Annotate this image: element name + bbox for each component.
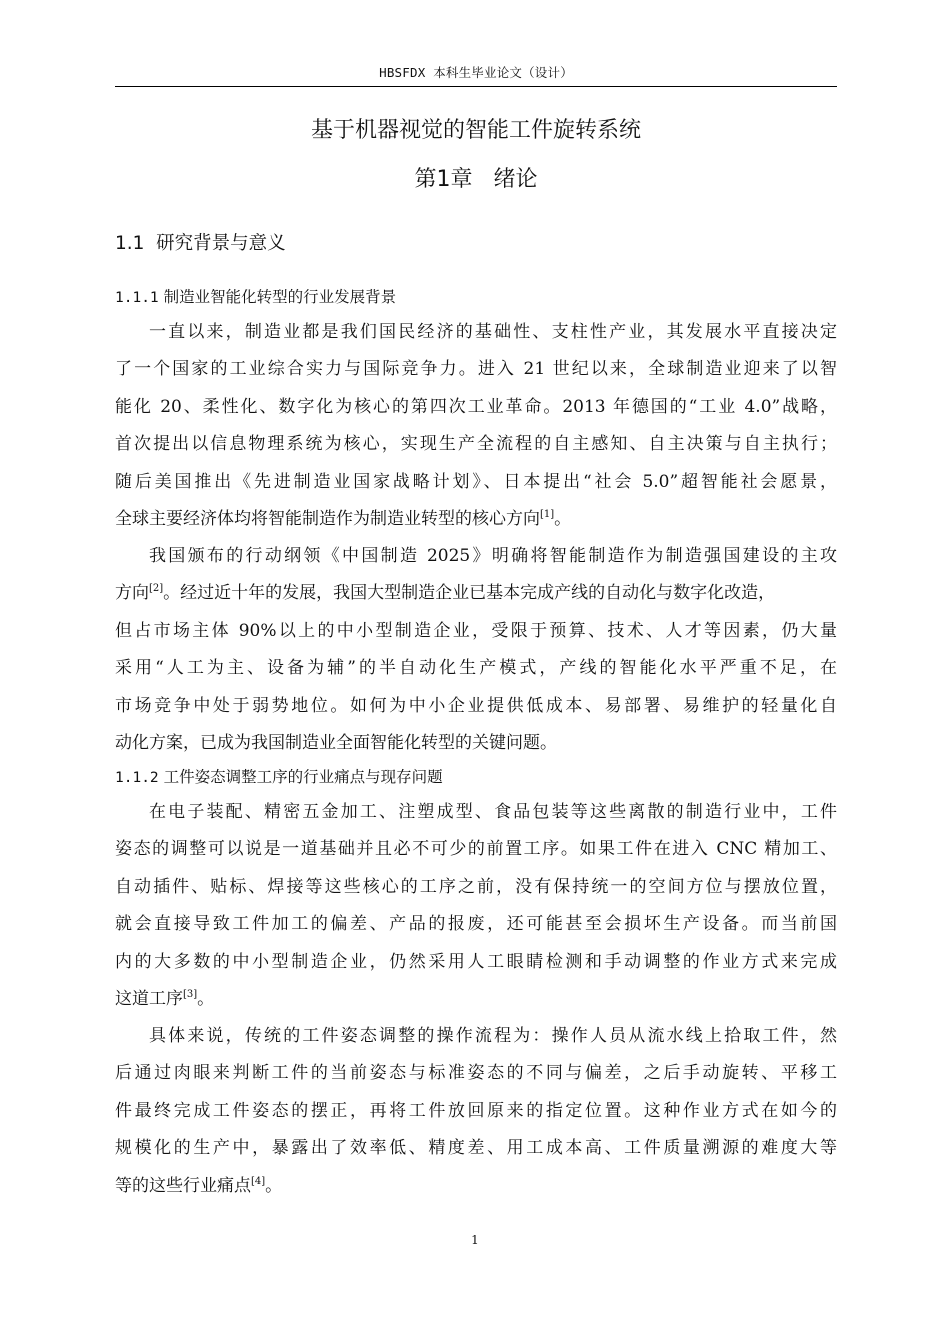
line-end: 。 xyxy=(554,508,572,529)
page-number: 1 xyxy=(471,1233,479,1247)
paragraph-line: 在电子装配、精密五金加工、注塑成型、食品包装等这些离散的制造行业中，工件 xyxy=(149,802,837,822)
paragraph-4 xyxy=(115,1018,837,1205)
citation: [4] xyxy=(251,1175,266,1187)
paragraph-2 xyxy=(115,538,837,762)
paragraph-line xyxy=(115,981,837,1018)
subsection-title: 工件姿态调整工序的行业痛点与现存问题 xyxy=(163,768,443,786)
subsection-title: 制造业智能化转型的行业发展背景 xyxy=(163,288,397,306)
line-text: 全球主要经济体均将智能制造作为制造业转型的核心方向 xyxy=(115,508,540,529)
line-text: 这道工序 xyxy=(115,988,183,1009)
paragraph-line: 自动插件、贴标、焊接等这些核心的工序之前，没有保持统一的空间方位与摆放位置， xyxy=(115,876,837,897)
paragraph-line: 后通过肉眼来判断工件的当前姿态与标准姿态的不同与偏差，之后手动旋转、平移工 xyxy=(115,1063,837,1084)
paragraph-line: 内的大多数的中小型制造企业，仍然采用人工眼睛检测和手动调整的作业方式来完成 xyxy=(115,951,837,972)
paragraph-line: 具体来说，传统的工件姿态调整的操作流程为：操作人员从流水线上拾取工件，然 xyxy=(149,1026,837,1046)
paragraph-line: 动化方案，已成为我国制造业全面智能化转型的关键问题。 xyxy=(115,732,557,753)
paragraph-line: 采用“人工为主、设备为辅”的半自动化生产模式，产线的智能化水平严重不足，在 xyxy=(115,658,837,679)
line-end: 。 xyxy=(197,988,215,1009)
paragraph-line: 首次提出以信息物理系统为核心，实现生产全流程的自主感知、自主决策与自主执行； xyxy=(115,434,837,455)
citation: [1] xyxy=(540,508,555,520)
paragraph-1 xyxy=(115,314,837,538)
subsection-number: 1.1.2 xyxy=(115,770,159,786)
paragraph-line: 规模化的生产中，暴露出了效率低、精度差、用工成本高、工件质量溯源的难度大等 xyxy=(115,1138,837,1159)
paragraph-line xyxy=(115,575,837,612)
paragraph-line: 但占市场主体 90%以上的中小型制造企业，受限于预算、技术、人才等因素，仍大量 xyxy=(115,620,837,641)
citation: [3] xyxy=(183,988,198,1000)
paragraph-line: 就会直接导致工件加工的偏差、产品的报废，还可能甚至会损坏生产设备。而当前国 xyxy=(115,914,837,935)
paragraph-line xyxy=(115,501,837,538)
paragraph-line: 我国颁布的行动纲领《中国制造 2025》明确将智能制造作为制造强国建设的主攻 xyxy=(149,546,837,566)
paragraph-line: 能化 20、柔性化、数字化为核心的第四次工业革命。2013 年德国的“工业 4.0”战略， xyxy=(115,396,837,417)
paragraph-line: 了一个国家的工业综合实力与国际竞争力。进入 21 世纪以来，全球制造业迎来了以智 xyxy=(115,359,837,380)
paragraph-line: 件最终完成工件姿态的摆正，再将工件放回原来的指定位置。这种作业方式在如今的 xyxy=(115,1100,837,1121)
paragraph-line: 姿态的调整可以说是一道基础并且必不可少的前置工序。如果工件在进入 CNC 精加工、 xyxy=(115,839,837,860)
subsection-heading-1-1-1 xyxy=(115,285,396,310)
document-title: 基于机器视觉的智能工件旋转系统 xyxy=(310,118,641,143)
paragraph-line: 市场竞争中处于弱势地位。如何为中小企业提供低成本、易部署、易维护的轻量化自 xyxy=(115,695,837,716)
paragraph-3 xyxy=(115,794,837,1018)
subsection-number: 1.1.1 xyxy=(115,290,159,306)
line-text: 等的这些行业痛点 xyxy=(115,1175,251,1196)
section-heading-1-1: 1.1 研究背景与意义 xyxy=(115,233,286,254)
paragraph-line: 随后美国推出《先进制造业国家战略计划》、日本提出“社会 5.0”超智能社会愿景， xyxy=(115,471,837,492)
line-text: 方向 xyxy=(115,583,149,604)
line-end: 。 xyxy=(265,1175,283,1196)
chapter-title: 第1章 绪论 xyxy=(414,167,538,192)
paragraph-line: 一直以来，制造业都是我们国民经济的基础性、支柱性产业，其发展水平直接决定 xyxy=(149,322,837,342)
citation: [2] xyxy=(149,583,164,595)
subsection-heading-1-1-2 xyxy=(115,765,443,790)
line-text: 。经过近十年的发展，我国大型制造企业已基本完成产线的自动化与数字化改造， xyxy=(163,583,776,604)
page-header: HBSFDX 本科生毕业论文（设计） xyxy=(115,62,837,87)
paragraph-line xyxy=(115,1168,837,1205)
